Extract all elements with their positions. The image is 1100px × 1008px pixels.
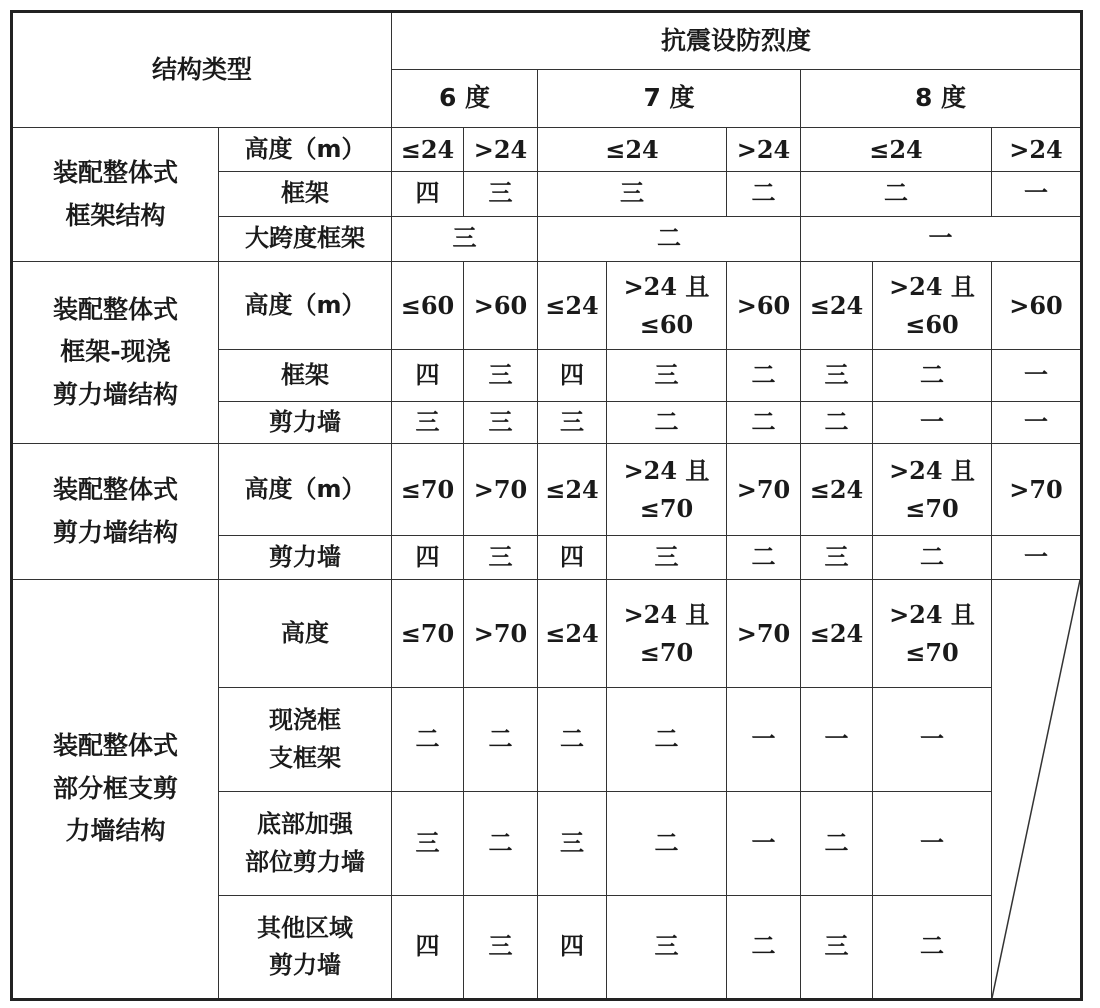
grade-cell: >24 且 ≤70 — [607, 580, 727, 688]
grade-cell: >60 — [464, 262, 538, 350]
grade-cell: >24 且 ≤60 — [873, 262, 992, 350]
grade-cell: 二 — [801, 402, 873, 444]
grade-cell: ≤24 — [538, 128, 727, 172]
grade-cell: 二 — [538, 217, 801, 262]
grade-cell: 一 — [727, 688, 801, 792]
grade-cell: ≤70 — [392, 580, 464, 688]
grade-cell: 四 — [392, 172, 464, 217]
grade-cell: 一 — [801, 688, 873, 792]
grade-cell: >24 — [727, 128, 801, 172]
seismic-grade-table — [10, 10, 1083, 1001]
grade-cell: >70 — [464, 580, 538, 688]
grade-cell: ≤24 — [538, 580, 607, 688]
grade-cell: ≤24 — [801, 262, 873, 350]
grade-cell: 二 — [801, 172, 992, 217]
grade-cell: 三 — [538, 402, 607, 444]
grade-cell: 二 — [607, 792, 727, 896]
grade-cell: >24 且 ≤60 — [607, 262, 727, 350]
group-name-frame: 装配整体式 框架结构 — [12, 128, 219, 262]
grade-cell: 三 — [801, 896, 873, 1000]
grade-cell: >60 — [992, 262, 1082, 350]
grade-cell: ≤60 — [392, 262, 464, 350]
row-label: 高度 — [219, 580, 392, 688]
grade-cell: 一 — [992, 536, 1082, 580]
row-label: 高度（m） — [219, 128, 392, 172]
grade-cell: 四 — [538, 350, 607, 402]
header-degree-8: 8 度 — [801, 70, 1082, 128]
grade-cell: >70 — [992, 444, 1082, 536]
row-label: 大跨度框架 — [219, 217, 392, 262]
header-degree-7: 7 度 — [538, 70, 801, 128]
grade-cell: 三 — [801, 536, 873, 580]
group-name-frame-shear-wall: 装配整体式 框架-现浇 剪力墙结构 — [12, 262, 219, 444]
grade-cell: >24 — [464, 128, 538, 172]
grade-cell: >70 — [464, 444, 538, 536]
grade-cell: 二 — [727, 350, 801, 402]
grade-cell: >70 — [727, 580, 801, 688]
grade-cell: ≤24 — [392, 128, 464, 172]
grade-cell: >60 — [727, 262, 801, 350]
grade-cell: 二 — [873, 896, 992, 1000]
grade-cell: 一 — [873, 402, 992, 444]
grade-cell: 二 — [392, 688, 464, 792]
grade-cell: 二 — [464, 792, 538, 896]
grade-cell: 三 — [801, 350, 873, 402]
grade-cell: >24 且 ≤70 — [607, 444, 727, 536]
grade-cell: 三 — [464, 402, 538, 444]
grade-cell: 四 — [392, 350, 464, 402]
grade-cell: 一 — [727, 792, 801, 896]
grade-cell: 二 — [873, 536, 992, 580]
row-label: 剪力墙 — [219, 402, 392, 444]
grade-cell: 三 — [464, 896, 538, 1000]
grade-cell: 一 — [873, 792, 992, 896]
grade-cell: 三 — [538, 172, 727, 217]
grade-cell: 四 — [538, 896, 607, 1000]
grade-cell: 二 — [873, 350, 992, 402]
header-degree-6: 6 度 — [392, 70, 538, 128]
row-label: 现浇框 支框架 — [219, 688, 392, 792]
grade-cell: 二 — [538, 688, 607, 792]
grade-cell: 三 — [392, 402, 464, 444]
grade-cell: 三 — [538, 792, 607, 896]
grade-cell: 一 — [801, 217, 1082, 262]
header-structure-type: 结构类型 — [12, 12, 392, 128]
grade-cell: 四 — [538, 536, 607, 580]
grade-cell: 一 — [992, 402, 1082, 444]
row-label: 框架 — [219, 172, 392, 217]
grade-cell: ≤24 — [801, 580, 873, 688]
grade-cell: 四 — [392, 896, 464, 1000]
grade-cell: 三 — [464, 350, 538, 402]
row-label: 底部加强 部位剪力墙 — [219, 792, 392, 896]
grade-cell: ≤70 — [392, 444, 464, 536]
grade-cell: 二 — [607, 688, 727, 792]
grade-cell: >24 — [992, 128, 1082, 172]
grade-cell: 一 — [992, 350, 1082, 402]
grade-cell: 四 — [392, 536, 464, 580]
grade-cell: 三 — [607, 350, 727, 402]
grade-cell: 一 — [992, 172, 1082, 217]
diagonal-slash-line — [992, 580, 1080, 998]
grade-cell: 三 — [607, 896, 727, 1000]
header-seismic-intensity: 抗震设防烈度 — [392, 12, 1082, 70]
grade-cell: >24 且 ≤70 — [873, 444, 992, 536]
grade-cell: ≤24 — [801, 128, 992, 172]
grade-cell: >24 且 ≤70 — [873, 580, 992, 688]
grade-cell: 二 — [607, 402, 727, 444]
row-label: 高度（m） — [219, 444, 392, 536]
row-label: 高度（m） — [219, 262, 392, 350]
grade-cell: 三 — [392, 792, 464, 896]
grade-cell: 二 — [727, 896, 801, 1000]
grade-cell: 三 — [464, 172, 538, 217]
row-label: 剪力墙 — [219, 536, 392, 580]
grade-cell: 三 — [392, 217, 538, 262]
grade-cell: ≤24 — [538, 444, 607, 536]
grade-cell: 三 — [607, 536, 727, 580]
grade-cell: 三 — [464, 536, 538, 580]
group-name-frame-supported-shear-wall: 装配整体式 部分框支剪 力墙结构 — [12, 580, 219, 1000]
row-label: 其他区域 剪力墙 — [219, 896, 392, 1000]
grade-cell: 一 — [873, 688, 992, 792]
grade-cell: ≤24 — [538, 262, 607, 350]
grade-cell: 二 — [727, 536, 801, 580]
grade-cell: >70 — [727, 444, 801, 536]
diagonal-slash-cell — [992, 580, 1082, 1000]
grade-cell: 二 — [727, 402, 801, 444]
grade-cell: 二 — [801, 792, 873, 896]
grade-cell: 二 — [727, 172, 801, 217]
row-label: 框架 — [219, 350, 392, 402]
grade-cell: 二 — [464, 688, 538, 792]
group-name-shear-wall: 装配整体式 剪力墙结构 — [12, 444, 219, 580]
grade-cell: ≤24 — [801, 444, 873, 536]
